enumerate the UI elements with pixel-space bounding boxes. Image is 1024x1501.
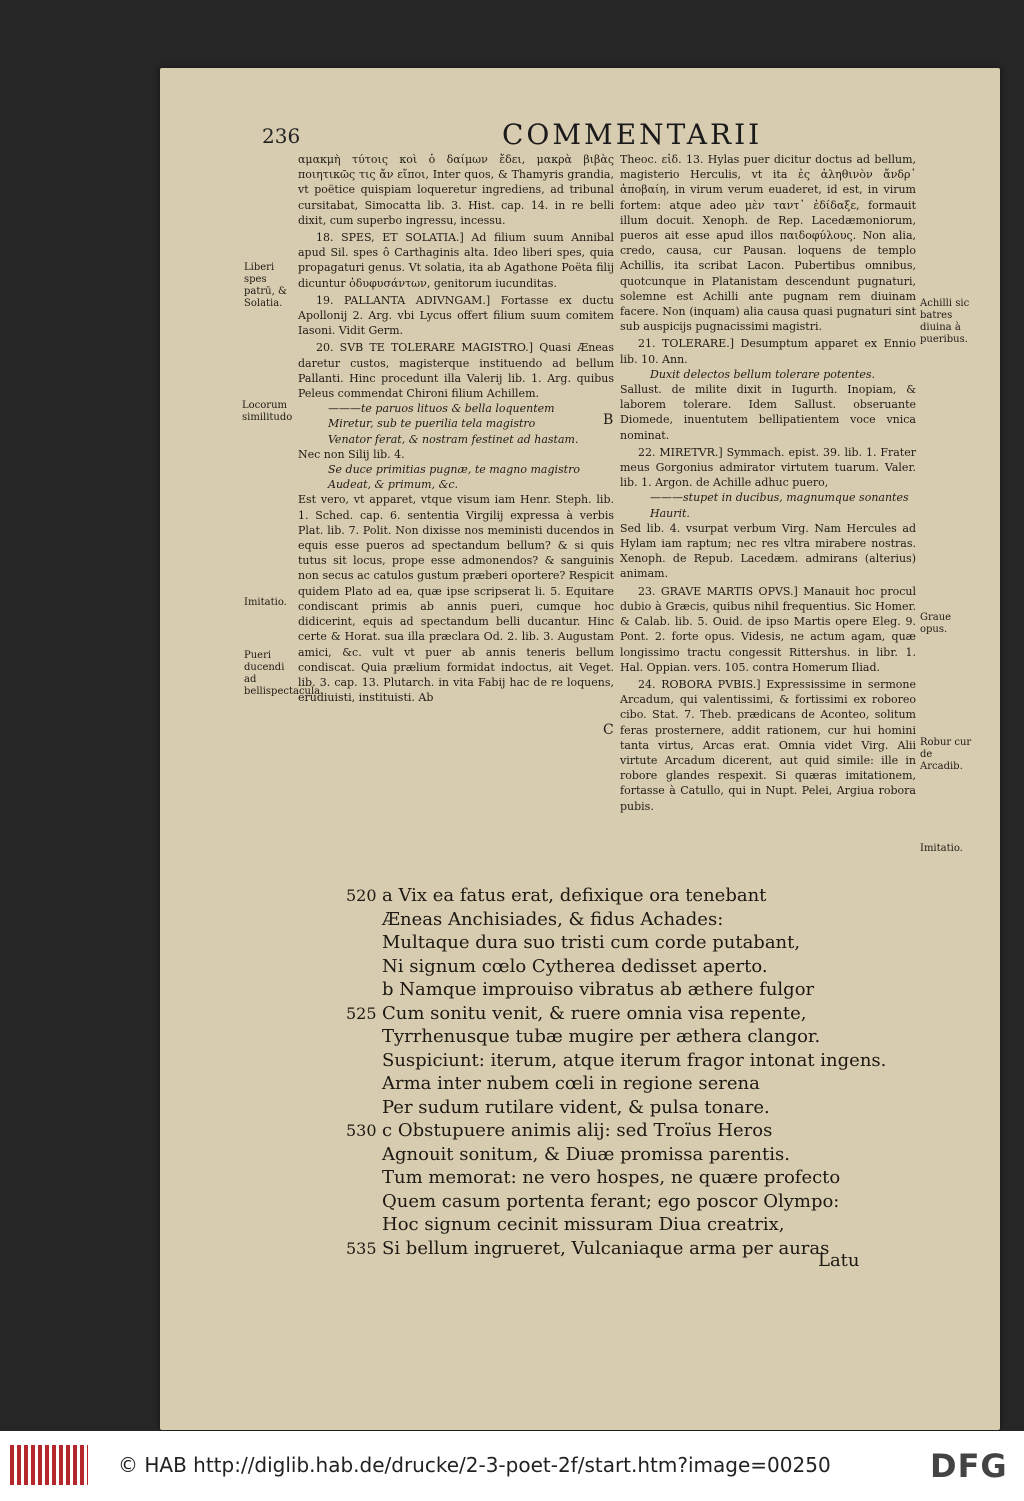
poem-block — [346, 884, 922, 1260]
verse-text: Cum sonitu venit, & ruere omnia visa repente, — [382, 1002, 807, 1024]
margin-note: Graue opus. — [920, 612, 952, 635]
note-mark: c — [382, 1120, 393, 1141]
verse-text: Æneas Anchisiades, & fidus Achades: — [382, 908, 724, 930]
right-column — [620, 152, 916, 814]
paragraph: 22. MIRETVR.] Symmach. epist. 39. lib. 1. Frater meus Gorgonius admirator virtutem tuarum. Valer. lib. 1. Argon. de Achille adhuc puero, — [620, 445, 916, 490]
footer-bar — [0, 1431, 1024, 1501]
paragraph: Sed lib. 4. vsurpat verbum Virg. Nam Hercules ad Hylam iam raptum; nec res vltra mirabere nostras. Xenoph. de Repub. Lacedæm. admirans (alterius) animam. — [620, 521, 916, 581]
paragraph: Theoc. εἰδ. 13. Hylas puer dicitur doctus ad bellum, magisterio Herculis, vt ita ἐς ἀληθινὸν ἄνδρ᾽ ἀποβαίη, in virum verum euaderet, id est, in virum fortem: atque adeo μὲν ταντ᾽ ἐδίδαξε, formauit illum docuit. Xenoph. de Rep. Lacedæmoniorum, pueros ait esse apud illos παιδοφύλους. Non alia, credo, causa, cur Pausan. loquens de templo Achillis, ita scribat Lacon. Pubertibus omnibus, quotcunque in Platanistam descendunt pugnaturi, solemne est Achilli ante pugnam rem diuinam facere. Non (inquam) alia causa quasi pugnaturi sint sub auspicijs pugnacissimi magistri. — [620, 153, 916, 334]
verse-line: ———stupet in ducibus, magnumque sonantes — [650, 491, 909, 505]
line-number: 525 — [346, 1003, 377, 1023]
page-number: 236 — [262, 124, 301, 148]
poem-line — [346, 1002, 922, 1026]
paragraph: 21. TOLERARE.] Desumptum apparet ex Ennio lib. 10. Ann. — [620, 337, 916, 366]
poem-line — [382, 1096, 922, 1120]
barcode-icon — [10, 1445, 88, 1485]
verse-text: Per sudum rutilare vident, & pulsa tonare. — [382, 1096, 770, 1118]
paragraph: 18. SPES, ET SOLATIA.] Ad filium suum Annibal apud Sil. spes ô Carthaginis alta. Ideo liberi spes, quia propagaturi genus. Vt solatia, ita ab Agathone Poëta filij dicuntur ὀδυφυσάντων, genitorum iucunditas. — [298, 231, 614, 290]
line-number: 530 — [346, 1121, 377, 1140]
poem-line — [382, 1072, 922, 1096]
paragraph: Nec non Silij lib. 4. — [298, 447, 405, 461]
verse-text: Hoc signum cecinit missuram Diua creatrix, — [382, 1214, 785, 1235]
section-letter: B — [603, 412, 614, 428]
margin-note: Liberi spes patrū, & Solatia. — [244, 262, 287, 309]
verse-text: Suspiciunt: iterum, atque iterum fragor intonat ingens. — [382, 1049, 887, 1071]
poem-line — [382, 1213, 922, 1237]
poem-line — [382, 1190, 922, 1214]
paragraph: 23. GRAVE MARTIS OPVS.] Manauit hoc procul dubio à Græcis, quibus nihil frequentius. Sic Homer. & Calab. lib. 5. Ouid. de ipso Martis opere Eleg. 9. Pont. 2. forte opus. Videsis, ne actum agam, quæ longissimo tractu congessit Rittershus. in libr. 1. Hal. Oppian. vers. 105. contra Homerum Iliad. — [620, 584, 916, 674]
line-number: 535 — [346, 1238, 377, 1258]
verse-text: Tum memorat: ne vero hospes, ne quære profecto — [382, 1167, 841, 1188]
poem-line — [382, 955, 922, 979]
poem-line — [382, 931, 922, 955]
paragraph: 19. PALLANTA ADIVNGAM.] Fortasse ex ductu Apollonij 2. Arg. vbi Lycus offert filium suum comitem Iasoni. Vidit Germ. — [298, 293, 614, 338]
paragraph: Sallust. de milite dixit in Iugurth. Inopiam, & laborem tolerare. Idem Sallust. obseruante Diomede, inuentutem bellipatientem voce vnica nominat. — [620, 383, 916, 442]
margin-note: Locorum similitudo — [242, 400, 293, 423]
poem-line — [382, 1166, 922, 1190]
poem-line — [382, 1049, 922, 1073]
paragraph: αμακμὴ τύτοις κοὶ ὁ δαίμων ἔδει, μακρὰ βιβὰς ποιητικῶς τις ἄν εἴποι, Inter quos, & Thamyris grandia, vt poëtice quispiam loqueretur ingrediens, ad tribunal cursitabat, Simocatta lib. 3. Hist. cap. 14. in re belli dixit, cum superbo ingressu, incessu. — [298, 153, 614, 227]
verse-text: Obstupuere animis alij: sed Troïus Heros — [397, 1120, 773, 1141]
poem-line — [346, 1119, 922, 1143]
verse-line: Se duce primitias pugnæ, te magno magistro — [328, 463, 580, 477]
running-head: COMMENTARII — [502, 118, 763, 151]
poem-line — [382, 978, 922, 1002]
verse-line: Haurit. — [650, 506, 690, 520]
copyright-link[interactable]: © HAB http://diglib.hab.de/drucke/2-3-poet-2f/start.htm?image=00250 — [118, 1453, 831, 1477]
note-mark: a — [382, 885, 393, 906]
margin-note: Imitatio. — [920, 843, 963, 854]
verse-text: Vix ea fatus erat, defixique ora tenebant — [398, 885, 767, 906]
poem-line — [346, 884, 922, 908]
verse-text: Arma inter nubem cœli in regione serena — [382, 1073, 760, 1094]
margin-note: Imitatio. — [244, 597, 287, 608]
verse-text: Si bellum ingrueret, Vulcaniaque arma per auras — [382, 1237, 830, 1259]
poem-line — [382, 908, 922, 932]
dfg-logo: DFG — [930, 1447, 1008, 1485]
verse-text: Namque improuiso vibratus ab æthere fulgor — [399, 979, 815, 1000]
margin-note: Achilli sic batres diuina à pueribus. — [920, 298, 970, 345]
paragraph: 20. SVB TE TOLERARE MAGISTRO.] Quasi Æneas daretur custos, magisterque instituendo ad bellum Pallanti. Hinc procedunt illa Valerij lib. 1. Arg. quibus Peleus commendat Chironi filium Achillem. — [298, 341, 614, 401]
verse-text: Agnouit sonitum, & Diuæ promissa parentis. — [382, 1143, 790, 1165]
verse-line: Duxit delectos bellum tolerare potentes. — [650, 367, 875, 381]
verse-line: Venator ferat, & nostram festinet ad hastam. — [328, 432, 579, 446]
page-header — [262, 118, 942, 154]
left-column — [298, 152, 614, 705]
poem-line — [382, 1143, 922, 1167]
paragraph: 24. ROBORA PVBIS.] Expressissime in sermone Arcadum, qui valentissimi, & fortissimi ex roboreo cibo. Stat. 7. Theb. prædicans de Aconteo, solitum feras prosternere, addit rationem, cur hui homini tanta virtus, Arcas erat. Omnia videt Virg. Alii virtute Arcadum dicerent, aut quid simile: ille in robore glandes respexit. Si quæras imitationem, fortasse à Catullo, qui in Nupt. Pelei, Argiua robora pubis. — [620, 677, 916, 813]
catchword: Latu — [818, 1250, 860, 1271]
margin-note: Robur cur de Arcadib. — [920, 737, 972, 772]
poem-line — [382, 1025, 922, 1049]
verse-text: Tyrrhenusque tubæ mugire per æthera clangor. — [382, 1026, 821, 1047]
verse-line: ———te paruos lituos & bella loquentem — [328, 402, 555, 416]
verse-text: Ni signum cœlo Cytherea dedisset aperto. — [382, 955, 768, 977]
line-number: 520 — [346, 886, 377, 905]
note-mark: b — [382, 979, 394, 1000]
margin-note: Pueri ducendi ad bellispectacula. — [244, 650, 324, 697]
verse-text: Quem casum portenta ferant; ego poscor Olympo: — [382, 1190, 840, 1212]
paragraph: Est vero, vt apparet, vtque visum iam Henr. Steph. lib. 1. Sched. cap. 6. sententia Virgilij expressa à verbis Plat. lib. 7. Polit. Non dixisse nos meministi ducendos in equis esse pueros ad spectandum bellum? & si quis tutus sit locus, prope esse admonendos? & sanguinis non secus ac catulos gustum præberi oportere? Respicit quidem Plato ad ea, quæ ipse scripserat li. 5. Equitare condiscant primis ab annis pueri, cumque hoc didicerint, equis ad spectandum belli ducantur. Hinc certe & Horat. sua illa præclara Od. 2. lib. 3. Augustam amici, &c. vult vt puer ab annis teneris bellum condiscat. Quia prælium formidat indoctus, ait Veget. lib. 3. cap. 13. Plutarch. in vita Fabij hac de re loquens, erudiuisti, instituisti. Ab — [298, 493, 614, 705]
section-letter: C — [603, 722, 614, 738]
verse-line: Miretur, sub te puerilia tela magistro — [328, 417, 536, 431]
verse-text: Multaque dura suo tristi cum corde putabant, — [382, 932, 801, 953]
verse-line: Audeat, & primum, &c. — [328, 478, 459, 492]
